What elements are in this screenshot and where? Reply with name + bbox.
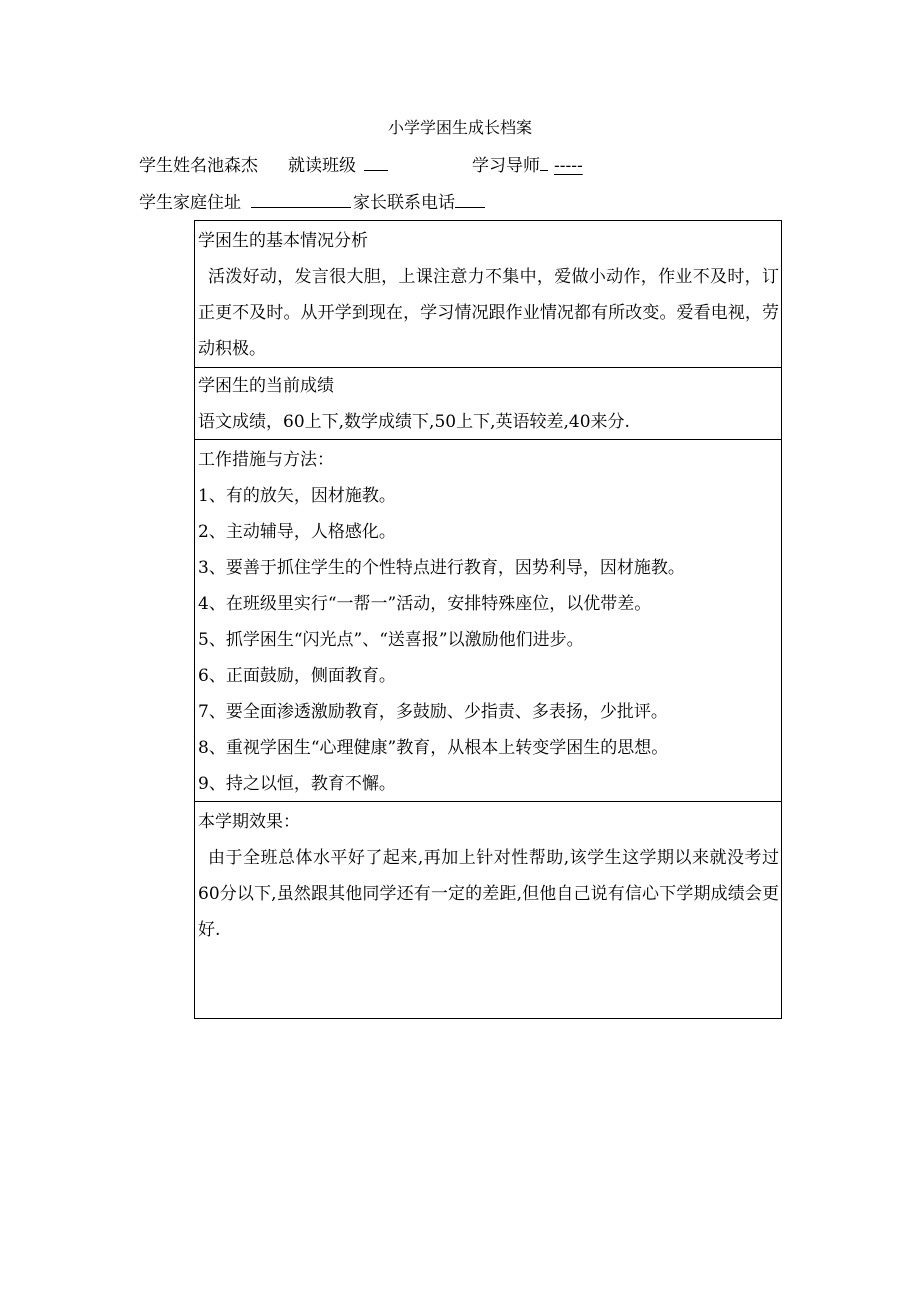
class-label: 就读班级 <box>288 156 356 176</box>
section-heading: 学困生的当前成绩 <box>198 376 334 396</box>
section-body: 语文成绩，60上下,数学成绩下,50上下,英语较差,40来分. <box>198 412 630 432</box>
section-body: 由于全班总体水平好了起来,再加上针对性帮助,该学生这学期以来就没考过60分以下,虽然跟其他同学还有一定的差距,但他自己说有信心下学期成绩会更好. <box>198 848 779 940</box>
class-blank <box>364 151 388 171</box>
phone-label: 家长联系电话 <box>353 193 455 213</box>
list-item: 4、在班级里实行“一帮一”活动，安排特殊座位，以优带差。 <box>198 594 652 614</box>
list-item: 7、要全面渗透激励教育，多鼓励、少指责、多表扬，少批评。 <box>198 702 668 722</box>
list-item: 6、正面鼓励，侧面教育。 <box>198 666 396 686</box>
record-table <box>194 220 782 1019</box>
student-name-label: 学生姓名 <box>139 156 207 176</box>
section-term-effect <box>195 802 781 1018</box>
phone-blank <box>455 188 485 208</box>
address-label: 学生家庭住址 <box>139 193 241 213</box>
section-heading: 学困生的基本情况分析 <box>198 231 368 251</box>
list-item: 8、重视学困生“心理健康”教育，从根本上转变学困生的思想。 <box>198 738 669 758</box>
tutor-label: 学习导师 <box>472 156 540 176</box>
section-measures <box>195 440 781 802</box>
section-heading: 工作措施与方法： <box>198 450 334 470</box>
section-body: 活泼好动，发言很大胆，上课注意力不集中，爱做小动作，作业不及时，订正更不及时。从开学到现在，学习情况跟作业情况都有所改变。爱看电视，劳动积极。 <box>198 267 779 359</box>
tutor-value: ----- <box>554 156 583 176</box>
section-heading: 本学期效果： <box>198 812 300 832</box>
address-info-line <box>139 188 485 216</box>
list-item: 3、要善于抓住学生的个性特点进行教育，因势利导，因材施教。 <box>198 558 685 578</box>
student-info-line <box>139 151 583 179</box>
section-current-score <box>195 368 781 440</box>
student-name-value: 池森杰 <box>207 156 258 176</box>
section-basic-analysis <box>195 221 781 368</box>
address-blank <box>251 188 351 208</box>
list-item: 5、抓学困生“闪光点”、“送喜报”以激励他们进步。 <box>198 630 584 650</box>
document-title: 小学学困生成长档案 <box>387 118 532 137</box>
list-item: 2、主动辅导，人格感化。 <box>198 522 396 542</box>
list-item: 1、有的放矢，因材施教。 <box>198 486 396 506</box>
list-item: 9、持之以恒，教育不懈。 <box>198 774 396 794</box>
